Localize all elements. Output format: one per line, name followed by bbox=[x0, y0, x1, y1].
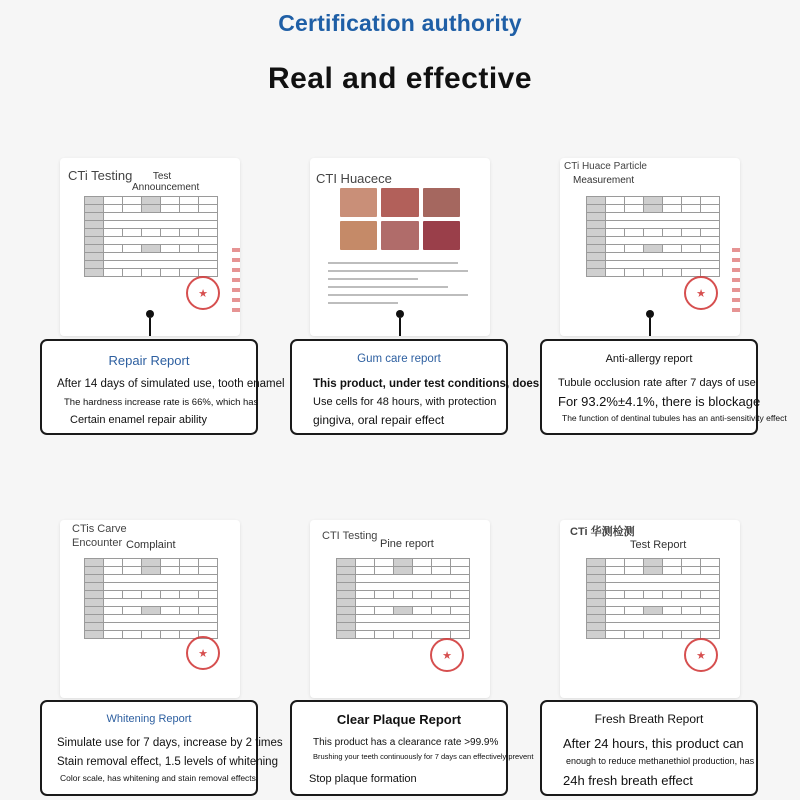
card-line-2: The hardness increase rate is 66%, which has bbox=[64, 397, 259, 408]
card-title: Fresh Breath Report bbox=[594, 712, 704, 726]
document-header: CTi Testing bbox=[68, 168, 133, 183]
card-line-1: This product, under test conditions, does bbox=[313, 378, 540, 390]
card-line-2: Use cells for 48 hours, with protection bbox=[313, 396, 497, 408]
card-line-1: Tubule occlusion rate after 7 days of use bbox=[558, 377, 756, 389]
fresh-breath-report-card bbox=[540, 700, 758, 796]
card-line-1: After 14 days of simulated use, tooth enamel bbox=[57, 378, 285, 390]
fresh-breath-report-document bbox=[560, 520, 740, 698]
seal-stamp: ★ bbox=[684, 276, 718, 310]
document-text-lines bbox=[328, 262, 468, 310]
document-subheader: Complaint bbox=[126, 539, 176, 551]
card-line-2: Brushing your teeth continuously for 7 days can effectively prevent bbox=[313, 752, 534, 761]
card-line-1: After 24 hours, this product can bbox=[563, 736, 744, 751]
card-title: Anti-allergy report bbox=[605, 353, 693, 365]
card-title: Repair Report bbox=[108, 353, 190, 368]
card-line-2: enough to reduce methanethiol production, has bbox=[566, 756, 755, 766]
repair-report-card bbox=[40, 339, 285, 435]
page-title: Real and effective bbox=[267, 62, 533, 95]
card-line-1: Simulate use for 7 days, increase by 2 times bbox=[57, 737, 283, 749]
report-table bbox=[586, 196, 720, 277]
seal-stamp: ★ bbox=[430, 638, 464, 672]
card-line-2: Stain removal effect, 1.5 levels of whitening bbox=[57, 756, 278, 768]
document-header: CTi Huace Particle bbox=[564, 161, 647, 172]
clear-plaque-report-document bbox=[310, 520, 490, 698]
document-subheader: Test Announcement bbox=[132, 171, 200, 193]
card-line-2: For 93.2%±4.1%, there is blockage bbox=[558, 394, 761, 409]
gum-care-report-card bbox=[290, 339, 540, 435]
seal-edge bbox=[732, 248, 740, 318]
document-header: CTI Testing bbox=[322, 530, 378, 542]
report-table bbox=[84, 196, 218, 277]
anti-allergy-report-card bbox=[540, 339, 787, 435]
card-title: Gum care report bbox=[357, 353, 441, 365]
clear-plaque-report-card bbox=[290, 700, 534, 796]
connector-pin bbox=[146, 310, 154, 318]
report-table bbox=[586, 558, 720, 639]
card-line-1: This product has a clearance rate >99.9% bbox=[313, 737, 499, 748]
card-title: Clear Plaque Report bbox=[336, 712, 462, 727]
seal-edge bbox=[232, 248, 240, 318]
card-line-3: gingiva, oral repair effect bbox=[313, 413, 445, 427]
document-subheader: Measurement bbox=[573, 175, 635, 186]
document-subheader: Test Report bbox=[630, 539, 687, 551]
document-header: CTI Huacece bbox=[316, 171, 392, 186]
card-line-3: 24h fresh breath effect bbox=[563, 773, 693, 788]
report-table bbox=[336, 558, 470, 639]
gum-tissue-images bbox=[340, 188, 460, 250]
card-line-3: The function of dentinal tubules has an anti-sensitivity effect bbox=[562, 413, 787, 423]
whitening-report-card bbox=[40, 700, 283, 796]
seal-stamp: ★ bbox=[186, 276, 220, 310]
card-line-3: Certain enamel repair ability bbox=[70, 414, 207, 426]
document-header: CTis Carve Encounter bbox=[72, 523, 127, 549]
whitening-report-document bbox=[60, 520, 240, 698]
document-subheader: Pine report bbox=[380, 538, 434, 550]
card-line-3: Stop plaque formation bbox=[309, 773, 417, 785]
connector-pin bbox=[396, 310, 404, 318]
card-line-3: Color scale, has whitening and stain removal effects bbox=[60, 773, 256, 783]
card-title: Whitening Report bbox=[106, 713, 192, 725]
document-header: CTi 华测检测 bbox=[570, 526, 635, 538]
connector-pin bbox=[646, 310, 654, 318]
seal-stamp: ★ bbox=[684, 638, 718, 672]
certification-authority-heading: Certification authority bbox=[278, 10, 522, 36]
report-table bbox=[84, 558, 218, 639]
seal-stamp: ★ bbox=[186, 636, 220, 670]
